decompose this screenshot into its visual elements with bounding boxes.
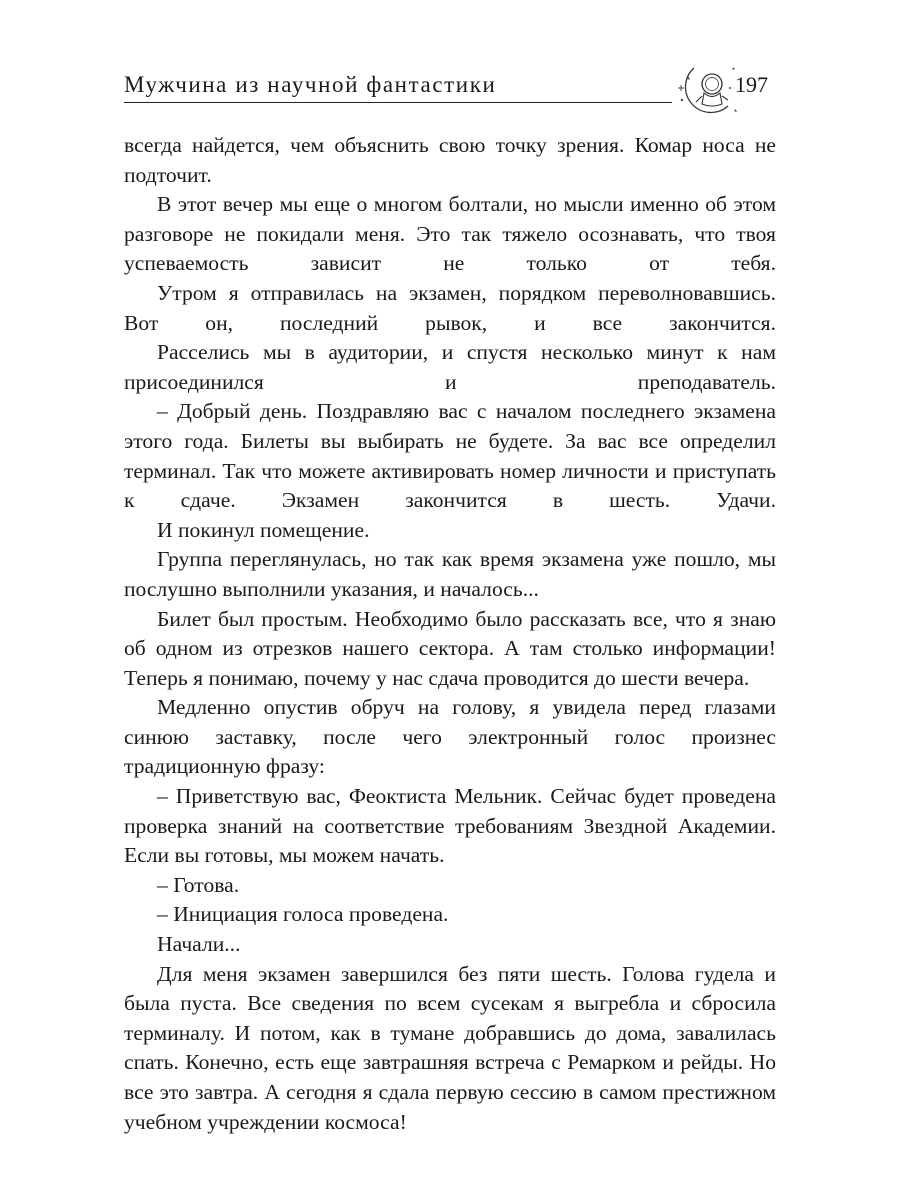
paragraph: Утром я отправилась на экзамен, порядком переволновавшись. Вот он, последний рывок, и все закончится. <box>124 280 776 335</box>
running-title: Мужчина из научной фантастики <box>124 72 497 97</box>
paragraph: Медленно опустив обруч на голову, я увидела перед глазами синюю заставку, после чего электронный голос произнес традиционную фразу: <box>124 695 776 779</box>
header-rule <box>124 102 672 103</box>
page-number: 197 <box>735 72 768 97</box>
paragraph: Билет был простым. Необходимо было рассказать все, что я знаю об одном из отрезков нашего сектора. А там столько информации! Теперь я понимаю, почему у нас сдача проводится до шести вечера. <box>124 606 776 690</box>
running-header <box>124 68 782 108</box>
body-text <box>124 131 776 1137</box>
paragraph: И покинул помещение. <box>157 517 370 542</box>
paragraph: – Добрый день. Поздравляю вас с началом последнего экзамена этого года. Билеты вы выбирать не будете. За вас все определил терминал. Так что можете активировать номер личности и приступать к сдаче. Экзамен закончится в шесть. Удачи. <box>124 399 776 513</box>
paragraph: Группа переглянулась, но так как время экзамена уже пошло, мы послушно выполнили указания, и началось... <box>124 547 776 601</box>
paragraph: всегда найдется, чем объяснить свою точку зрения. Комар носа не подточит. <box>124 133 776 187</box>
paragraph: – Инициация голоса проведена. <box>157 902 449 927</box>
paragraph: Для меня экзамен завершился без пяти шесть. Голова гудела и была пуста. Все сведения по всем сусекам я выгребла и сбросила терминалу. И потом, как в тумане добравшись до дома, завалилась спать. Конечно, есть еще завтрашняя встреча с Ремарком и рейды. Но все это завтра. А сегодня я сдала первую сессию в самом престижном учебном учреждении космоса! <box>124 961 776 1134</box>
paragraph: Расселись мы в аудитории, и спустя несколько минут к нам присоединился и преподаватель. <box>124 340 776 394</box>
paragraph: – Готова. <box>157 872 240 897</box>
paragraph: – Приветствую вас, Феоктиста Мельник. Сейчас будет проведена проверка знаний на соответствие требованиям Звездной Академии. Если вы готовы, мы можем начать. <box>124 784 776 868</box>
paragraph: Начали... <box>157 932 241 957</box>
astronaut-moon-emblem-icon <box>672 60 742 122</box>
paragraph: В этот вечер мы еще о многом болтали, но мысли именно об этом разговоре не покидали меня. Это так тяжело осознавать, что твоя успеваемость зависит не только от тебя. <box>124 192 776 276</box>
